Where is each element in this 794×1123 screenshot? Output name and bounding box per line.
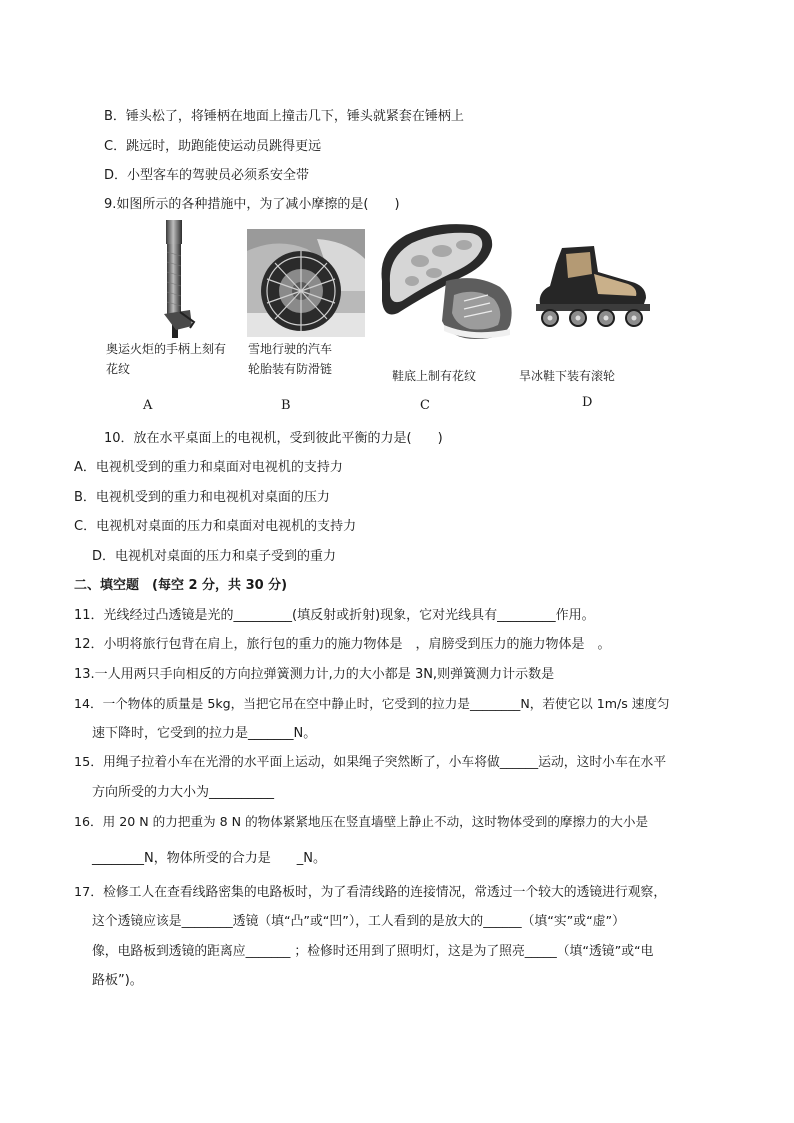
q9-b-caption-line2: 轮胎装有防滑链 <box>248 362 333 376</box>
sneaker-sole-image <box>376 221 516 343</box>
q9-a-label: A <box>143 398 153 413</box>
q17-line1: 17．检修工人在查看线路密集的电路板时，为了看清线路的连接情况，常透过一个较大的透镜进行观察， <box>74 885 667 900</box>
q8-option-b: B．锤头松了，将锤柄在地面上撞击几下，锤头就紧套在锤柄上 <box>104 109 464 124</box>
torch-image <box>150 218 204 340</box>
q9-c-label: C <box>420 398 430 413</box>
q9-d-caption: 旱冰鞋下装有滚轮 <box>519 369 616 383</box>
q8-option-d: D．小型客车的驾驶员必须系安全带 <box>104 168 310 183</box>
q9-a-caption-line1: 奥运火炬的手柄上刻有 <box>106 342 227 356</box>
q12-text: 12．小明将旅行包背在肩上，旅行包的重力的施力物体是 ，肩膀受到压力的施力物体是 。 <box>74 637 611 652</box>
q10-option-d: D．电视机对桌面的压力和桌子受到的重力 <box>92 549 337 564</box>
q17-line4: 路板”)。 <box>92 973 143 988</box>
q15-line1: 15．用绳子拉着小车在光滑的水平面上运动，如果绳子突然断了，小车将做______运动，这时小车在水平 <box>74 755 667 770</box>
q9-b-label: B <box>281 398 291 413</box>
q9-a-caption-line2: 花纹 <box>106 362 131 376</box>
q16-line1: 16．用 20 N 的力把重为 8 N 的物体紧紧地压在竖直墙壁上静止不动，这时物体受到的摩擦力的大小是 <box>74 814 649 829</box>
snow-chain-tire-image <box>247 229 365 337</box>
q16-line2: ________N，物体所受的合力是 _N。 <box>92 851 326 866</box>
q14-line2: 速下降时，它受到的拉力是_______N。 <box>92 726 317 741</box>
roller-skate-image <box>532 244 654 328</box>
q10-option-b: B．电视机受到的重力和电视机对桌面的压力 <box>74 490 330 505</box>
q9-b-caption-line1: 雪地行驶的汽车 <box>248 342 333 356</box>
section-fill-in-title: 二、填空题 (每空 2 分，共 30 分) <box>74 578 288 593</box>
q17-line3: 像，电路板到透镜的距离应_______ ；检修时还用到了照明灯，这是为了照亮_____（填“透镜”或“电 <box>92 944 654 959</box>
q9-d-label: D <box>582 395 593 410</box>
q15-line2: 方向所受的力大小为__________ <box>92 785 275 800</box>
q14-line1: 14．一个物体的质量是 5kg，当把它吊在空中静止时，它受到的拉力是________N，若使它以 1m/s 速度匀 <box>74 696 670 711</box>
q10-option-a: A．电视机受到的重力和桌面对电视机的支持力 <box>74 460 343 475</box>
q8-option-c: C．跳远时，助跑能使运动员跳得更远 <box>104 139 322 154</box>
q10-option-c: C．电视机对桌面的压力和桌面对电视机的支持力 <box>74 519 357 534</box>
q11-text: 11．光线经过凸透镜是光的_________(填反射或折射)现象，它对光线具有_________作用。 <box>74 608 595 623</box>
q10-stem: 10．放在水平桌面上的电视机，受到彼此平衡的力是( ) <box>104 431 443 446</box>
q9-c-caption: 鞋底上制有花纹 <box>392 369 477 383</box>
q13-text: 13.一人用两只手向相反的方向拉弹簧测力计,力的大小都是 3N,则弹簧测力计示数是 <box>74 667 555 682</box>
q17-line2: 这个透镜应该是________透镜（填“凸”或“凹”），工人看到的是放大的______（填“实”或“虚”） <box>92 914 625 929</box>
q9-stem: 9.如图所示的各种措施中，为了减小摩擦的是( ) <box>104 197 400 212</box>
